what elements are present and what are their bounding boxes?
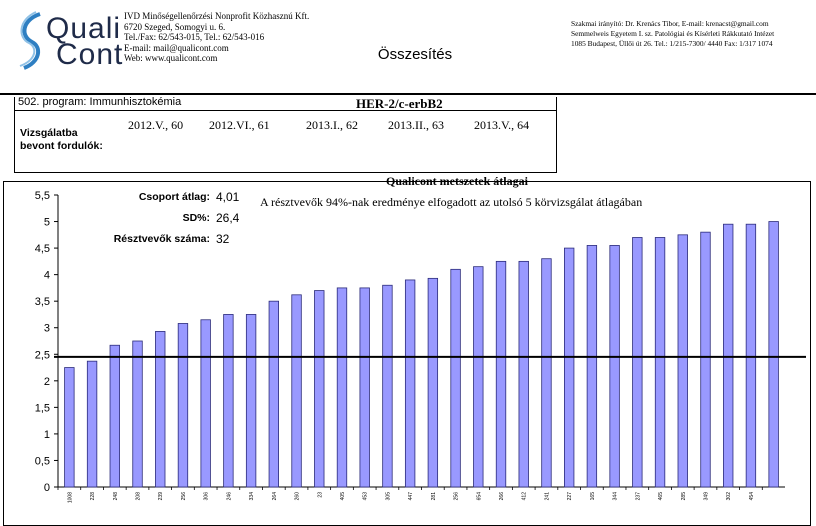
y-tick-label: 1,5 [34, 402, 50, 415]
org-address: 6720 Szeged, Somogyi u. 6. [124, 21, 226, 32]
x-tick-label: 285 [680, 492, 687, 501]
x-tick-label: 165 [589, 492, 596, 501]
bar [678, 235, 688, 487]
y-tick-label: 3 [43, 322, 50, 335]
x-tick-label: 412 [521, 492, 528, 501]
x-tick-label: 306 [203, 492, 210, 501]
contact-line-1: Szakmai irányító: Dr. Krenács Tibor, E-mail: krenacst@gmail.com [571, 19, 769, 28]
bar [269, 301, 279, 487]
round-item: 2012.VI., 61 [209, 118, 270, 132]
bar [110, 345, 120, 487]
bar [428, 278, 438, 487]
y-tick-label: 0 [43, 482, 50, 494]
rounds-label-line-2: bevont fordulók: [20, 140, 103, 152]
bar [655, 237, 665, 487]
x-tick-label: 264 [271, 492, 278, 501]
x-tick-label: 453 [362, 492, 369, 501]
participants-value: 32 [216, 232, 230, 246]
bar [519, 261, 529, 487]
x-tick-label: 246 [226, 492, 233, 501]
bar [587, 245, 597, 487]
y-tick-label: 1 [43, 428, 50, 441]
org-email: E-mail: mail@qualicont.com [124, 42, 229, 53]
bar [610, 245, 620, 487]
bar [155, 331, 165, 487]
x-tick-label: 334 [249, 492, 256, 501]
x-tick-label: 281 [430, 492, 437, 501]
y-tick-label: 2 [43, 375, 50, 388]
org-phone: Tel./Fax: 62/543-015, Tel.: 62/543-016 [124, 32, 265, 43]
org-web: Web: www.qualicont.com [124, 53, 218, 64]
group-average-label: Csoport átlag: [138, 191, 210, 203]
bar [496, 261, 506, 487]
org-name: IVD Minőségellenőrzési Nonprofit Közhasznú Kft. [124, 11, 310, 21]
marker-title: HER-2/c-erbB2 [356, 96, 443, 111]
acceptance-note: A résztvevők 94%-nak eredménye elfogadott az utolsó 5 körvizsgálat átlagában [260, 195, 643, 209]
bar [201, 320, 211, 487]
x-tick-label: 237 [635, 492, 642, 501]
x-tick-label: 305 [385, 492, 392, 501]
bar [723, 224, 733, 487]
y-tick-label: 2,5 [34, 349, 50, 362]
bar [701, 232, 711, 487]
bar [246, 314, 256, 487]
contact-line-3: 1085 Budapest, Üllői út 26. Tel.: 1/215-7300/ 4440 Fax: 1/317 1074 [571, 39, 773, 48]
logo-text-quali: Quali [46, 12, 122, 45]
y-tick-label: 5,5 [34, 190, 50, 202]
x-tick-label: 227 [567, 492, 574, 501]
round-item: 2013.V., 64 [474, 118, 530, 132]
group-average-value: 4,01 [216, 190, 240, 204]
x-tick-label: 228 [90, 492, 97, 501]
x-tick-label: 256 [180, 492, 187, 501]
sd-value: 26,4 [216, 211, 240, 225]
x-tick-label: 344 [612, 492, 619, 501]
program-label: 502. program: Immunhisztokémia [18, 96, 182, 108]
y-tick-label: 4,5 [34, 243, 50, 256]
x-tick-label: 302 [726, 492, 733, 501]
bar [542, 259, 552, 487]
x-tick-label: 465 [658, 492, 665, 501]
rounds-label-line-1: Vizsgálatba [20, 127, 78, 139]
bar [451, 269, 461, 487]
bar [769, 222, 779, 487]
y-tick-label: 4 [43, 269, 50, 282]
y-tick-label: 0,5 [34, 455, 50, 468]
bar [314, 291, 324, 487]
x-tick-label: 23 [317, 492, 324, 498]
round-item: 2012.V., 60 [128, 118, 184, 132]
bar [746, 224, 756, 487]
bar [224, 314, 234, 487]
logo-text-cont: Cont [56, 38, 124, 71]
x-tick-label: 654 [476, 492, 483, 501]
y-tick-label: 5 [43, 216, 50, 229]
x-tick-label: 454 [748, 492, 755, 501]
x-tick-label: 266 [499, 492, 506, 501]
x-tick-label: 260 [294, 492, 301, 501]
x-tick-label: 241 [544, 492, 551, 501]
x-tick-label: 349 [703, 492, 710, 501]
x-tick-label: 239 [158, 492, 165, 501]
bar [133, 341, 143, 487]
contact-line-2: Semmelweis Egyetem I. sz. Patológiai és Kísérleti Rákkutató Intézet [571, 29, 775, 38]
bar [474, 267, 484, 487]
bar [87, 361, 97, 487]
bar [633, 237, 643, 487]
bar [178, 323, 188, 487]
chart-title: Qualicont metszetek átlagai [386, 174, 528, 188]
round-item: 2013.I., 62 [306, 118, 358, 132]
x-tick-label: 256 [453, 492, 460, 501]
bar [337, 288, 347, 487]
x-tick-label: 447 [408, 492, 415, 501]
y-tick-label: 3,5 [34, 296, 50, 309]
page-title: Összesítés [377, 46, 453, 63]
sd-label: SD%: [182, 212, 210, 224]
bar [383, 285, 393, 487]
x-tick-label: 208 [135, 492, 142, 501]
bar [292, 295, 302, 487]
participants-label: Résztvevők száma: [113, 233, 210, 245]
bar [65, 368, 75, 487]
bar [360, 288, 370, 487]
x-tick-label: 1008 [67, 492, 74, 504]
x-tick-label: 405 [339, 492, 346, 501]
bar [405, 280, 415, 487]
round-item: 2013.II., 63 [388, 118, 444, 132]
bar [564, 248, 574, 487]
x-tick-label: 248 [112, 492, 119, 501]
